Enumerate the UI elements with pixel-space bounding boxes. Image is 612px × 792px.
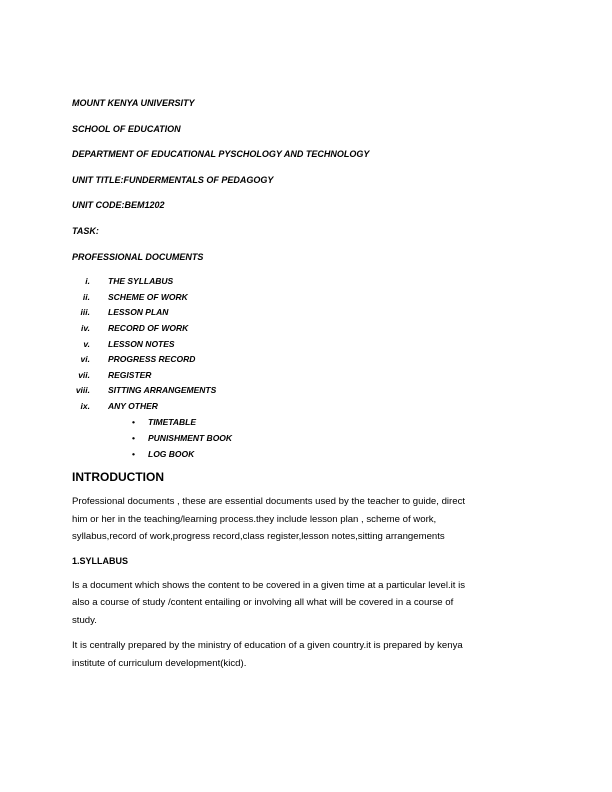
list-item	[72, 306, 542, 322]
list-number: v.	[83, 338, 90, 349]
list-label: THE SYLLABUS	[108, 276, 174, 287]
list-item	[72, 369, 542, 385]
list-item	[72, 275, 542, 291]
task-label: TASK:	[72, 225, 99, 236]
syllabus-paragraph-1	[72, 577, 542, 630]
text-line: him or her in the teaching/learning process.they include lesson plan , scheme of work,	[72, 513, 437, 525]
list-label: LESSON PLAN	[108, 307, 169, 318]
list-item	[72, 400, 542, 416]
university-name: MOUNT KENYA UNIVERSITY	[72, 98, 195, 108]
introduction-paragraph	[72, 493, 542, 546]
topic-title: PROFESSIONAL DOCUMENTS	[72, 251, 204, 262]
text-line: Professional documents , these are essential documents used by the teacher to guide, direct	[72, 496, 466, 508]
text-line: study.	[72, 614, 97, 626]
list-label: SCHEME OF WORK	[108, 291, 188, 302]
list-label: PROGRESS RECORD	[108, 354, 196, 365]
list-label: SITTING ARRANGEMENTS	[108, 385, 217, 396]
list-label: RECORD OF WORK	[108, 322, 189, 333]
list-item	[72, 384, 542, 400]
bullet-icon: •	[132, 432, 135, 443]
list-number: iii.	[80, 307, 90, 318]
list-number: viii.	[75, 385, 90, 396]
list-number: iv.	[81, 322, 90, 333]
syllabus-heading: 1.SYLLABUS	[72, 555, 129, 566]
school-name: SCHOOL OF EDUCATION	[72, 123, 181, 134]
bullet-label: LOG BOOK	[148, 448, 195, 459]
list-label: ANY OTHER	[108, 400, 158, 411]
introduction-heading: INTRODUCTION	[72, 470, 164, 485]
text-line: It is centrally prepared by the ministry of education of a given country.it is prepared by kenya	[72, 640, 463, 652]
list-label: LESSON NOTES	[108, 338, 175, 349]
department-name: DEPARTMENT OF EDUCATIONAL PYSCHOLOGY AND TECHNOLOGY	[72, 149, 370, 160]
list-number: i.	[85, 276, 90, 287]
text-line: Is a document which shows the content to be covered in a given time at a particular level.it is	[72, 579, 466, 591]
list-item	[72, 322, 542, 338]
list-number: ii.	[82, 291, 90, 302]
list-item	[72, 338, 542, 354]
documents-list	[72, 275, 542, 415]
other-documents-list	[72, 416, 542, 465]
list-number: vi.	[80, 354, 90, 365]
list-number: ix.	[80, 400, 90, 411]
list-item	[72, 353, 542, 369]
bullet-item	[72, 448, 542, 464]
list-label: REGISTER	[108, 369, 152, 380]
bullet-icon: •	[132, 448, 135, 459]
bullet-label: TIMETABLE	[148, 416, 197, 427]
bullet-item	[72, 432, 542, 448]
unit-title: UNIT TITLE:FUNDERMENTALS OF PEDAGOGY	[72, 174, 274, 185]
list-item	[72, 291, 542, 307]
text-line: institute of curriculum development(kicd).	[72, 657, 247, 669]
syllabus-paragraph-2	[72, 637, 542, 672]
text-line: syllabus,record of work,progress record,class register,lesson notes,sitting arrangements	[72, 531, 445, 543]
bullet-icon: •	[132, 416, 135, 427]
list-number: vii.	[78, 369, 90, 380]
bullet-item	[72, 416, 542, 432]
document-page	[72, 96, 542, 680]
unit-code: UNIT CODE:BEM1202	[72, 200, 165, 211]
bullet-label: PUNISHMENT BOOK	[148, 432, 233, 443]
text-line: also a course of study /content entailing or involving all what will be covered in a course of	[72, 597, 454, 609]
